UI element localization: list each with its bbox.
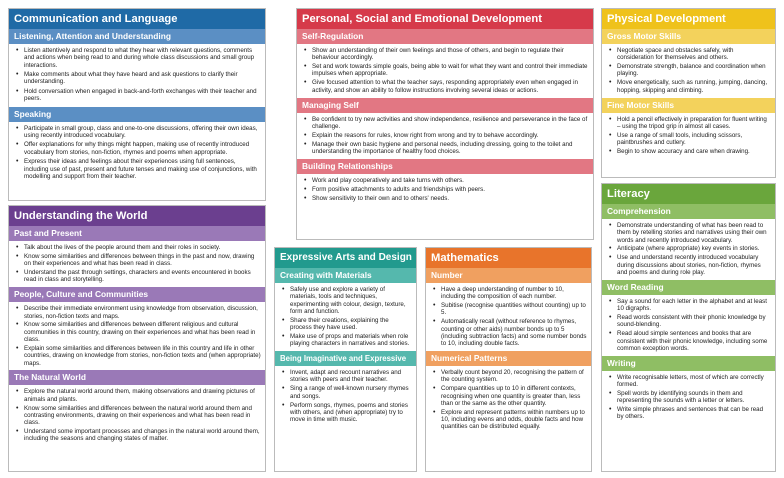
list-item: • Form positive attachments to adults and friendships with peers. [303, 186, 589, 193]
list-item: • Make use of props and materials when role playing characters in narratives and stories. [281, 333, 412, 348]
panel-title: Personal, Social and Emotional Development [297, 9, 593, 29]
list-item: • Have a deep understanding of number to 10, including the composition of each number. [432, 286, 587, 301]
section-title: Listening, Attention and Understanding [9, 29, 265, 44]
list-item: • Invent, adapt and recount narratives and stories with peers and their teacher. [281, 369, 412, 384]
section-title: Managing Self [297, 98, 593, 113]
bullet-list [426, 283, 591, 351]
list-item: • Subitise (recognise quantities without counting) up to 5. [432, 302, 587, 317]
list-item: • Give focused attention to what the teacher says, responding appropriately even when engaged in activity, and show an ability to follow instructions involving several ideas or actions. [303, 79, 589, 94]
bullet-list [297, 113, 593, 159]
bullet-list [9, 302, 265, 370]
list-item: • Be confident to try new activities and show independence, resilience and perseverance in the face of challenge. [303, 116, 589, 131]
panel-title: Understanding the World [9, 206, 265, 226]
list-item: • Show sensitivity to their own and to others' needs. [303, 195, 589, 202]
list-item: • Explain the reasons for rules, know right from wrong and try to behave accordingly. [303, 132, 589, 139]
bullet-list [602, 295, 775, 356]
panel-understanding-world [8, 205, 266, 472]
panel-expressive-arts [274, 247, 417, 472]
section-title: Being Imaginative and Expressive [275, 351, 416, 366]
list-item: • Spell words by identifying sounds in them and representing the sounds with a letter or letters. [608, 390, 771, 405]
list-item: • Perform songs, rhymes, poems and stories with others, and (when appropriate) try to move in time with music. [281, 402, 412, 424]
panel-title: Physical Development [602, 9, 775, 29]
list-item: • Know some similarities and differences between things in the past and now, drawing on their experiences and what has been read in class. [15, 253, 261, 268]
section-title: Writing [602, 356, 775, 371]
section-title: Word Reading [602, 280, 775, 295]
section-title: Building Relationships [297, 159, 593, 174]
panel-mathematics [425, 247, 592, 472]
list-item: • Offer explanations for why things might happen, making use of recently introduced vocabulary from stories, non-fiction, rhymes and poems when appropriate. [15, 141, 261, 156]
panel-literacy [601, 183, 776, 472]
bullet-list [602, 371, 775, 425]
list-item: • Participate in small group, class and one-to-one discussions, offering their own ideas, using recently introduced vocabulary. [15, 125, 261, 140]
list-item: • Compare quantities up to 10 in different contexts, recognising when one quantity is greater than, less than or the same as the other quantity. [432, 385, 587, 407]
bullet-list [602, 113, 775, 159]
bullet-list [275, 283, 416, 351]
list-item: • Express their ideas and feelings about their experiences using full sentences, including use of past, present and future tenses and making use of conjunctions, with modelling and support from their teacher. [15, 158, 261, 180]
list-item: • Read aloud simple sentences and books that are consistent with their phonic knowledge, including some common exception words. [608, 330, 771, 352]
section-title: Gross Motor Skills [602, 29, 775, 44]
bullet-list [602, 219, 775, 280]
panel-title: Communication and Language [9, 9, 265, 29]
list-item: • Automatically recall (without reference to rhymes, counting or other aids) number bonds up to 5 (including subtraction facts) and some number bonds to 10, including double facts. [432, 318, 587, 347]
list-item: • Show an understanding of their own feelings and those of others, and begin to regulate their behaviour accordingly. [303, 47, 589, 62]
list-item: • Explore and represent patterns within numbers up to 10, including evens and odds, double facts and how quantities can be distributed equally. [432, 409, 587, 431]
bullet-list [9, 44, 265, 107]
panel-personal-social-emotional [296, 8, 594, 240]
list-item: • Anticipate (where appropriate) key events in stories. [608, 245, 771, 252]
bullet-list [426, 366, 591, 434]
list-item: • Listen attentively and respond to what they hear with relevant questions, comments and actions when being read to and during whole class discussions and small group interactions. [15, 47, 261, 69]
panel-title: Mathematics [426, 248, 591, 268]
list-item: • Safely use and explore a variety of materials, tools and techniques, experimenting with colour, design, texture, form and function. [281, 286, 412, 315]
list-item: • Know some similarities and differences between the natural world around them and contrasting environments, drawing on their experiences and what has been read in class. [15, 405, 261, 427]
list-item: • Begin to show accuracy and care when drawing. [608, 148, 771, 155]
list-item: • Explain some similarities and differences between life in this country and life in other countries, drawing on knowledge from stories, non-fiction texts and (when appropriate) maps. [15, 345, 261, 367]
list-item: • Talk about the lives of the people around them and their roles in society. [15, 244, 261, 251]
list-item: • Share their creations, explaining the process they have used. [281, 317, 412, 332]
bullet-list [297, 44, 593, 98]
section-title: Number [426, 268, 591, 283]
list-item: • Know some similarities and differences between different religious and cultural communities in this country, drawing on their experiences and what has been read in class. [15, 321, 261, 343]
bullet-list [602, 44, 775, 98]
list-item: • Understand the past through settings, characters and events encountered in books read in class and storytelling. [15, 269, 261, 284]
list-item: • Manage their own basic hygiene and personal needs, including dressing, going to the toilet and understanding the importance of healthy food choices. [303, 141, 589, 156]
list-item: • Hold conversation when engaged in back-and-forth exchanges with their teacher and peers. [15, 88, 261, 103]
panel-physical-development [601, 8, 776, 178]
section-title: Comprehension [602, 204, 775, 219]
list-item: • Set and work towards simple goals, being able to wait for what they want and control their immediate impulses when appropriate. [303, 63, 589, 78]
list-item: • Use and understand recently introduced vocabulary during discussions about stories, non-fiction, rhymes and poems and during role play. [608, 254, 771, 276]
list-item: • Make comments about what they have heard and ask questions to clarify their understanding. [15, 71, 261, 86]
bullet-list [275, 366, 416, 427]
bullet-list [9, 385, 265, 446]
section-title: Past and Present [9, 226, 265, 241]
list-item: • Move energetically, such as running, jumping, dancing, hopping, skipping and climbing. [608, 79, 771, 94]
list-item: • Write simple phrases and sentences that can be read by others. [608, 406, 771, 421]
list-item: • Describe their immediate environment using knowledge from observation, discussion, stories, non-fiction texts and maps. [15, 305, 261, 320]
list-item: • Read words consistent with their phonic knowledge by sound-blending. [608, 314, 771, 329]
list-item: • Negotiate space and obstacles safely, with consideration for themselves and others. [608, 47, 771, 62]
section-title: People, Culture and Communities [9, 287, 265, 302]
list-item: • Verbally count beyond 20, recognising the pattern of the counting system. [432, 369, 587, 384]
list-item: • Hold a pencil effectively in preparation for fluent writing – using the tripod grip in almost all cases. [608, 116, 771, 131]
list-item: • Say a sound for each letter in the alphabet and at least 10 digraphs. [608, 298, 771, 313]
section-title: Creating with Materials [275, 268, 416, 283]
panel-title: Literacy [602, 184, 775, 204]
panel-title: Expressive Arts and Design [275, 248, 416, 268]
list-item: • Demonstrate strength, balance and coordination when playing. [608, 63, 771, 78]
section-title: Numerical Patterns [426, 351, 591, 366]
section-title: The Natural World [9, 370, 265, 385]
bullet-list [9, 122, 265, 185]
list-item: • Sing a range of well-known nursery rhymes and songs. [281, 385, 412, 400]
list-item: • Explore the natural world around them, making observations and drawing pictures of animals and plants. [15, 388, 261, 403]
list-item: • Use a range of small tools, including scissors, paintbrushes and cutlery. [608, 132, 771, 147]
bullet-list [9, 241, 265, 287]
section-title: Fine Motor Skills [602, 98, 775, 113]
section-title: Self-Regulation [297, 29, 593, 44]
panel-communication-language [8, 8, 266, 201]
list-item: • Write recognisable letters, most of which are correctly formed. [608, 374, 771, 389]
bullet-list [297, 174, 593, 206]
list-item: • Understand some important processes and changes in the natural world around them, including the seasons and changing states of matter. [15, 428, 261, 443]
list-item: • Work and play cooperatively and take turns with others. [303, 177, 589, 184]
section-title: Speaking [9, 107, 265, 122]
list-item: • Demonstrate understanding of what has been read to them by retelling stories and narratives using their own words and recently introduced vocabulary. [608, 222, 771, 244]
